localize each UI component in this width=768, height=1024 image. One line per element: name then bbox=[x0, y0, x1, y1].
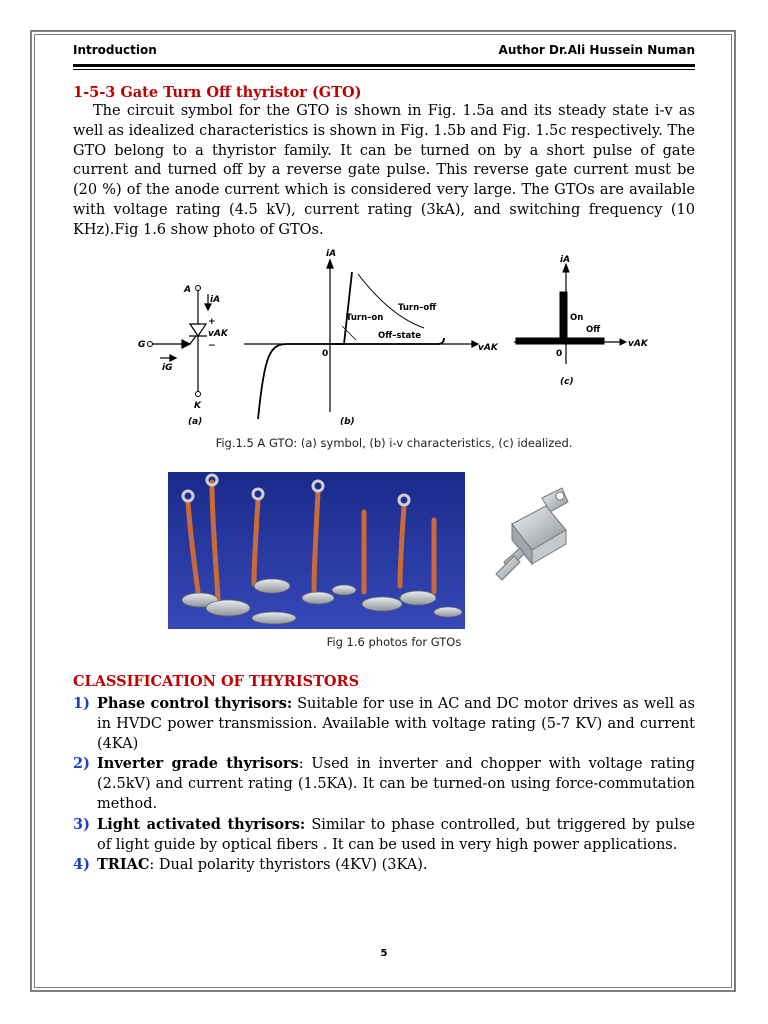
label-K: K bbox=[194, 401, 201, 411]
page-header bbox=[73, 43, 695, 63]
header-left: Introduction bbox=[73, 43, 157, 57]
label-minus: − bbox=[208, 341, 216, 351]
label-off: Off bbox=[586, 325, 601, 335]
list-term: Inverter grade thyrisors bbox=[97, 755, 299, 773]
label-iA-b: iA bbox=[326, 249, 337, 259]
label-b: (b) bbox=[340, 417, 355, 427]
list-term: Light activated thyrisors: bbox=[97, 815, 306, 833]
iv-characteristic bbox=[244, 260, 478, 419]
gate-terminal bbox=[148, 342, 153, 347]
label-origin-c: 0 bbox=[556, 349, 563, 359]
section-paragraph: The circuit symbol for the GTO is shown in Fig. 1.5a and its steady state i-v as well as idealized characteristics is shown in Fig. 1.5b and Fig. 1.5c respectively. The GTO belong to a thyristor family. It can be turned on by a short pulse of gate current and turned off by a reverse gate pulse. This reverse gate current must be (20 %) of the anode current which is considered very large. The GTOs are available with voltage rating (4.5 kV), current rating (3kA), and switching frequency (10 KHz).Fig 1.6 show photo of GTOs. bbox=[73, 103, 695, 238]
list-number: 3) bbox=[73, 815, 90, 833]
label-turn-off: Turn–off bbox=[398, 303, 437, 313]
figure-1-5-caption: Fig.1.5 A GTO: (a) symbol, (b) i-v characteristics, (c) idealized. bbox=[215, 436, 573, 450]
label-A: A bbox=[184, 285, 191, 295]
list-text: Suitable for use in AC and DC motor drives as well as in HVDC power transmission. Available with voltage rating (5-7 KV) and current (4KA) bbox=[97, 696, 695, 752]
label-off-state: Off–state bbox=[378, 331, 422, 341]
gto-stud-photo bbox=[476, 478, 596, 608]
anode-terminal bbox=[196, 286, 201, 291]
label-G: G bbox=[138, 340, 146, 350]
label-vAK-c: vAK bbox=[628, 339, 648, 349]
gto-photo-group bbox=[168, 472, 465, 629]
gto-symbol bbox=[152, 290, 211, 392]
list-term: TRIAC bbox=[97, 856, 150, 874]
label-c: (c) bbox=[560, 377, 574, 387]
list-term: Phase control thyrisors: bbox=[97, 695, 293, 712]
label-a: (a) bbox=[188, 417, 203, 427]
label-origin-b: 0 bbox=[322, 349, 329, 359]
list-text: Similar to phase controlled, but triggered by pulse of light guide by optical fibers . It can be used in very high power applications. bbox=[97, 816, 695, 853]
figure-1-5 bbox=[120, 244, 668, 430]
header-right: Author Dr.Ali Hussein Numan bbox=[498, 43, 695, 57]
figure-1-6-caption: Fig 1.6 photos for GTOs bbox=[326, 635, 462, 649]
header-rule-thick bbox=[73, 64, 695, 67]
list-text: : Dual polarity thyristors (4KV) (3KA). bbox=[149, 857, 428, 874]
label-vAK-b: vAK bbox=[478, 343, 498, 353]
label-iA-c: iA bbox=[560, 255, 571, 265]
header-rule-thin bbox=[73, 69, 695, 70]
classification-list bbox=[73, 694, 695, 876]
label-plus: + bbox=[208, 317, 216, 327]
page-number: 5 bbox=[380, 948, 388, 959]
list-number: 1) bbox=[73, 695, 90, 712]
list-item bbox=[73, 694, 695, 754]
list-number: 2) bbox=[73, 755, 90, 773]
label-on: On bbox=[570, 313, 584, 323]
cathode-terminal bbox=[196, 392, 201, 397]
list-text: : Used in inverter and chopper with voltage rating (2.5kV) and current rating (1.5KA). It can be turned-on using force-commutation method. bbox=[97, 756, 695, 812]
list-item bbox=[73, 855, 695, 876]
label-vAK-a: vAK bbox=[208, 329, 228, 339]
label-iG: iG bbox=[162, 363, 173, 373]
list-item bbox=[73, 815, 695, 856]
classification-title: CLASSIFICATION OF THYRISTORS bbox=[73, 673, 360, 690]
list-number: 4) bbox=[73, 856, 90, 874]
list-item bbox=[73, 754, 695, 814]
label-iA-a: iA bbox=[210, 295, 221, 305]
label-turn-on: Turn–on bbox=[346, 313, 384, 323]
section-title: 1-5-3 Gate Turn Off thyristor (GTO) bbox=[73, 84, 362, 101]
